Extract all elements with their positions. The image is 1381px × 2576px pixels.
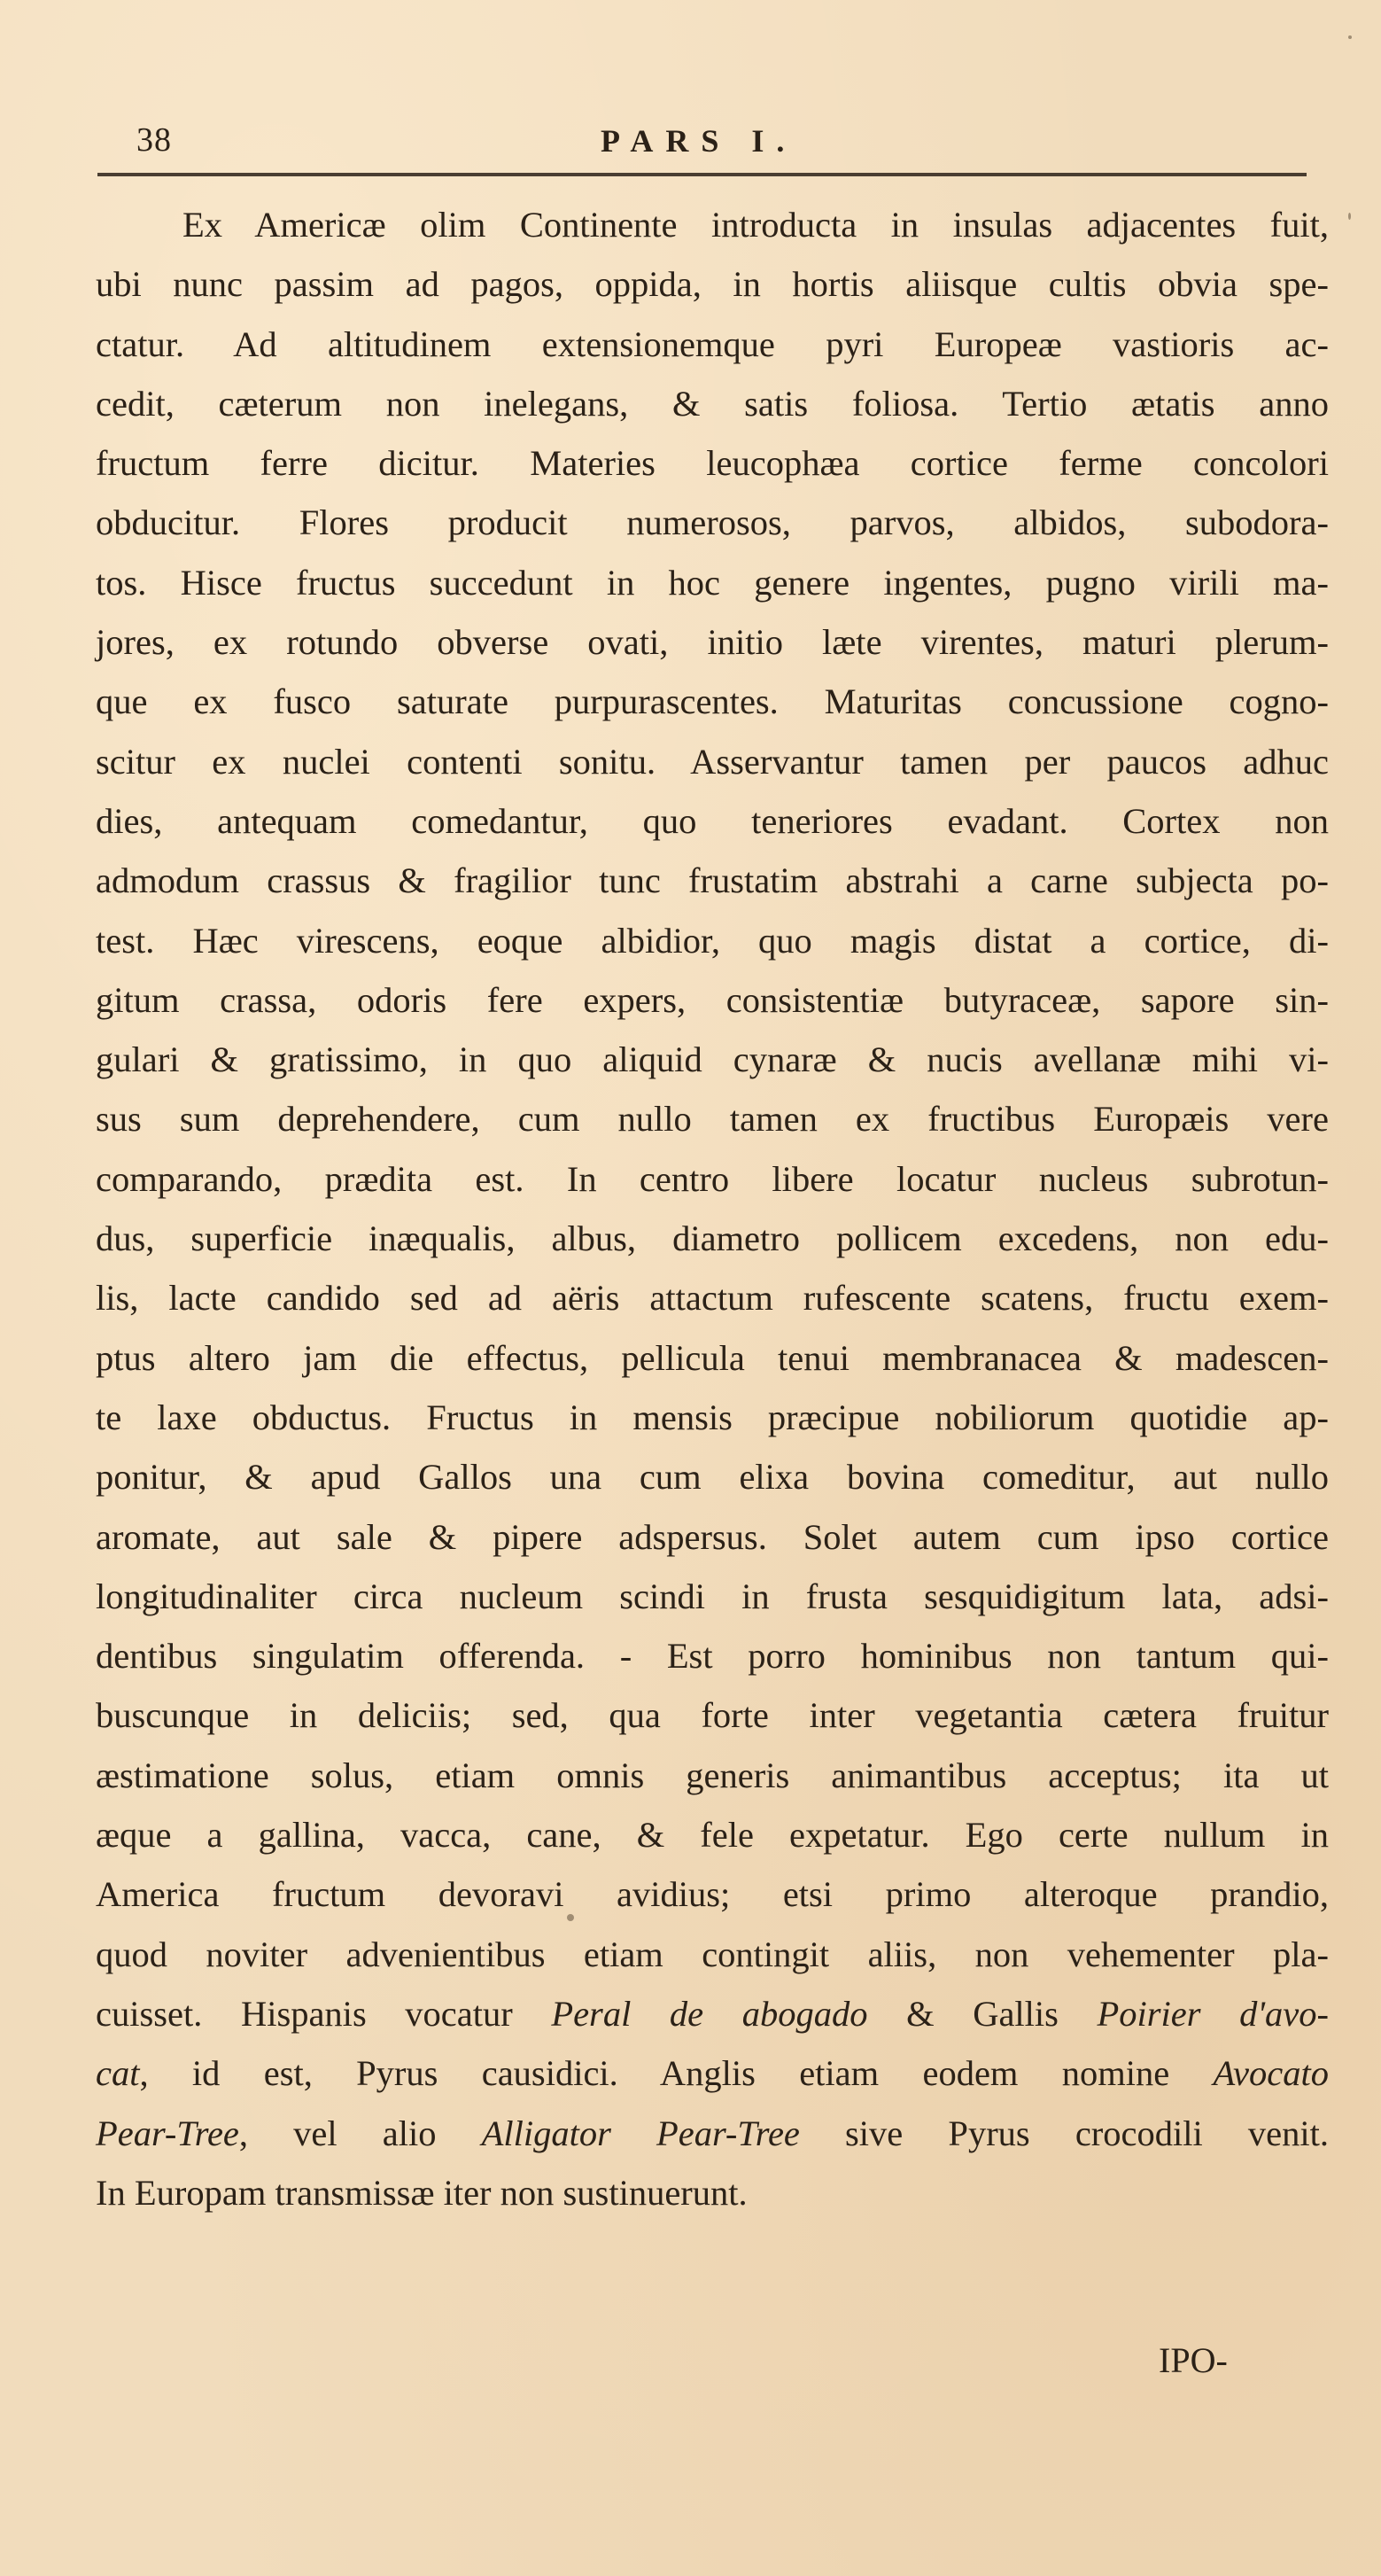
text-line	[96, 1925, 1329, 1984]
text-segment: ubi nunc passim ad pagos, oppida, in hortis aliisque cultis obvia spe-	[96, 264, 1329, 305]
text-segment: comparando, prædita est. In centro libere locatur nucleus subrotun-	[96, 1158, 1329, 1199]
text-line	[96, 254, 1329, 314]
text-line	[96, 1328, 1329, 1388]
text-line	[96, 1209, 1329, 1268]
text-line	[96, 612, 1329, 672]
italic-text: Avocato	[1213, 2053, 1329, 2094]
text-segment: admodum crassus & fragilior tunc frustatim abstrahi a carne subjecta po-	[96, 860, 1329, 901]
text-line	[96, 732, 1329, 791]
text-line	[96, 911, 1329, 970]
header-rule	[97, 173, 1307, 176]
body-text	[96, 195, 1329, 2222]
text-line	[96, 1805, 1329, 1864]
text-segment: cedit, cæterum non inelegans, & satis foliosa. Tertio ætatis anno	[96, 383, 1329, 424]
text-line	[96, 374, 1329, 433]
text-segment: sus sum deprehendere, cum nullo tamen ex fructibus Europæis vere	[96, 1099, 1329, 1140]
text-segment: que ex fusco saturate purpurascentes. Maturitas concussione cogno-	[96, 681, 1329, 722]
page-header	[96, 113, 1307, 167]
italic-text: Pear-Tree	[96, 2113, 239, 2153]
text-segment: In Europam transmissæ iter non sustinuerunt.	[96, 2172, 748, 2213]
text-line	[96, 493, 1329, 552]
text-segment: ptus altero jam die effectus, pellicula tenui membranacea & madescen-	[96, 1337, 1329, 1378]
text-segment: Ex Americæ olim Continente introducta in insulas adjacentes fuit,	[182, 205, 1329, 245]
text-line	[96, 1864, 1329, 1924]
text-segment: sive Pyrus crocodili venit.	[799, 2113, 1329, 2153]
text-segment: ctatur. Ad altitudinem extensionemque pyri Europeæ vastioris ac-	[96, 323, 1329, 364]
text-segment: obducitur. Flores producit numerosos, parvos, albidos, subodora-	[96, 502, 1329, 543]
text-line	[96, 851, 1329, 910]
text-segment: longitudinaliter circa nucleum scindi in frusta sesquidigitum lata, adsi-	[96, 1576, 1329, 1616]
text-line	[96, 2043, 1329, 2103]
italic-text: Peral de abogado	[551, 1993, 868, 2034]
paper-speck	[567, 1914, 574, 1921]
catchword: IPO-	[1159, 2340, 1228, 2380]
text-line	[96, 1089, 1329, 1148]
text-line	[96, 1626, 1329, 1685]
text-line	[96, 1388, 1329, 1447]
text-line	[96, 791, 1329, 851]
text-segment: test. Hæc virescens, eoque albidior, quo magis distat a cortice, di-	[96, 920, 1329, 961]
text-line	[96, 1149, 1329, 1209]
text-line	[96, 672, 1329, 731]
text-segment: ponitur, & apud Gallos una cum elixa bovina comeditur, aut nullo	[96, 1457, 1329, 1498]
text-segment: lis, lacte candido sed ad aëris attactum rufescente scatens, fructu exem-	[96, 1278, 1329, 1319]
text-segment: , vel alio	[238, 2113, 482, 2153]
text-segment: & Gallis	[867, 1993, 1098, 2034]
text-segment: jores, ex rotundo obverse ovati, initio læte virentes, maturi plerum-	[96, 622, 1329, 663]
text-segment: quod noviter advenientibus etiam contingit aliis, non vehementer pla-	[96, 1934, 1329, 1974]
text-segment: dentibus singulatim offerenda. - Est porro hominibus non tantum qui-	[96, 1636, 1329, 1677]
text-segment: buscunque in deliciis; sed, qua forte inter vegetantia cætera fruitur	[96, 1695, 1329, 1736]
text-line	[96, 195, 1329, 254]
text-line	[96, 1030, 1329, 1089]
text-line	[96, 970, 1329, 1030]
text-line	[96, 315, 1329, 374]
text-segment: te laxe obductus. Fructus in mensis præcipue nobiliorum quotidie ap-	[96, 1397, 1329, 1437]
text-segment: scitur ex nuclei contenti sonitu. Asservantur tamen per paucos adhuc	[96, 741, 1329, 782]
text-segment: fructum ferre dicitur. Materies leucophæa cortice ferme concolori	[96, 443, 1329, 484]
text-line	[96, 1984, 1329, 2043]
text-segment: gulari & gratissimo, in quo aliquid cynaræ & nucis avellanæ mihi vi-	[96, 1039, 1329, 1080]
text-segment: dus, superficie inæqualis, albus, diametro pollicem excedens, non edu-	[96, 1218, 1329, 1259]
text-segment: , id est, Pyrus causidici. Anglis etiam eodem nomine	[139, 2053, 1214, 2094]
italic-text: Poirier d'avo-	[1097, 1993, 1329, 2034]
text-line	[96, 1507, 1329, 1567]
text-line	[96, 1447, 1329, 1506]
text-line	[96, 2104, 1329, 2163]
text-segment: dies, antequam comedantur, quo teneriores evadant. Cortex non	[96, 800, 1329, 841]
text-segment: æstimatione solus, etiam omnis generis animantibus acceptus; ita ut	[96, 1755, 1329, 1795]
page-number: 38	[136, 121, 172, 159]
paper-speck	[1348, 35, 1352, 39]
text-line	[96, 1268, 1329, 1327]
italic-text: Alligator Pear-Tree	[481, 2113, 800, 2153]
text-line	[96, 1567, 1329, 1626]
text-line	[96, 1685, 1329, 1745]
text-segment: gitum crassa, odoris fere expers, consistentiæ butyraceæ, sapore sin-	[96, 979, 1329, 1020]
text-line	[96, 2163, 1329, 2222]
text-segment: tos. Hisce fructus succedunt in hoc genere ingentes, pugno virili ma-	[96, 562, 1329, 603]
text-segment: æque a gallina, vacca, cane, & fele expetatur. Ego certe nullum in	[96, 1815, 1329, 1856]
paper-speck	[1348, 213, 1351, 220]
text-line	[96, 553, 1329, 612]
text-segment: aromate, aut sale & pipere adspersus. Solet autem cum ipso cortice	[96, 1516, 1329, 1557]
text-line	[96, 1746, 1329, 1805]
text-segment: America fructum devoravi avidius; etsi primo alteroque prandio,	[96, 1874, 1329, 1915]
running-head: PARS I.	[601, 123, 797, 159]
text-segment: cuisset. Hispanis vocatur	[96, 1993, 552, 2034]
italic-text: cat	[96, 2053, 140, 2094]
text-line	[96, 433, 1329, 493]
